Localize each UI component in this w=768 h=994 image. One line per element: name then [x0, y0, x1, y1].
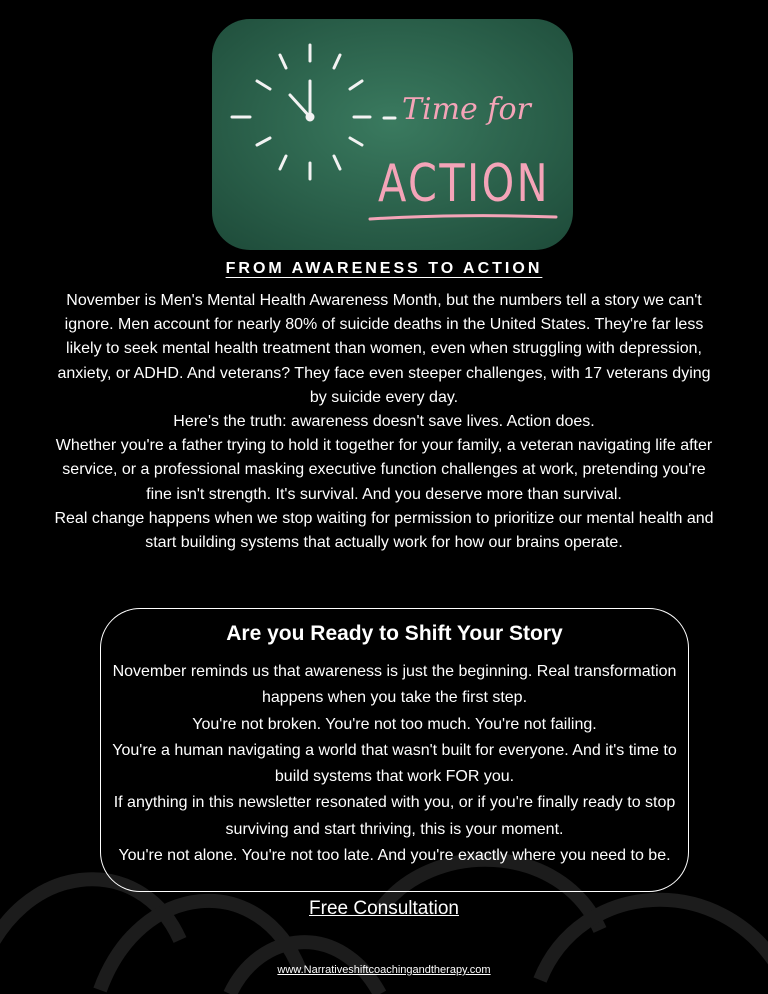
cta-paragraph-1: November reminds us that awareness is just the beginning. Real transformation happens when you take the first step. — [112, 663, 677, 707]
chalk-line-1: Time for — [402, 92, 531, 127]
section-heading: FROM AWARENESS TO ACTION — [225, 260, 543, 277]
cta-paragraph-3: You're a human navigating a world that wasn't built for everyone. And it's time to build systems that work FOR you. — [112, 741, 677, 786]
chalk-line-2: ACTION — [378, 154, 550, 214]
intro-paragraph-3: Whether you're a father trying to hold it together for your family, a veteran navigating life after service, or a professional masking executive function challenges at work, pretending you're fine isn't strength. It's survival. And you deserve more than survival. — [55, 437, 713, 503]
call-to-action-box — [100, 608, 689, 892]
cta-paragraph-4: If anything in this newsletter resonated with you, or if you're finally ready to stop surviving and start thriving, this is your moment. — [113, 794, 676, 838]
cta-paragraph-5: You're not alone. You're not too late. And you're exactly where you need to be. — [118, 847, 671, 865]
time-for-action-chalkboard-image — [212, 19, 573, 250]
intro-paragraph-4: Real change happens when we stop waiting for permission to prioritize our mental health and start building systems that actually work for how our brains operate. — [54, 509, 714, 552]
cta-title: Are you Ready to Shift Your Story — [226, 622, 563, 645]
intro-paragraph-1: November is Men's Mental Health Awareness Month, but the numbers tell a story we can't ignore. Men account for nearly 80% of suicide deaths in the United States. They're far less likely to seek mental health treatment than women, even when struggling with depression, anxiety, or ADHD. And veterans? They face even steeper challenges, with 17 veterans dying by suicide every day. — [57, 292, 711, 406]
intro-paragraph-2: Here's the truth: awareness doesn't save lives. Action does. — [173, 413, 595, 431]
website-link[interactable]: www.Narrativeshiftcoachingandtherapy.com — [277, 964, 491, 976]
intro-text — [50, 289, 718, 555]
cta-paragraph-2: You're not broken. You're not too much. You're not failing. — [192, 715, 597, 733]
free-consultation-link[interactable]: Free Consultation — [309, 898, 459, 919]
cta-body — [101, 659, 688, 869]
